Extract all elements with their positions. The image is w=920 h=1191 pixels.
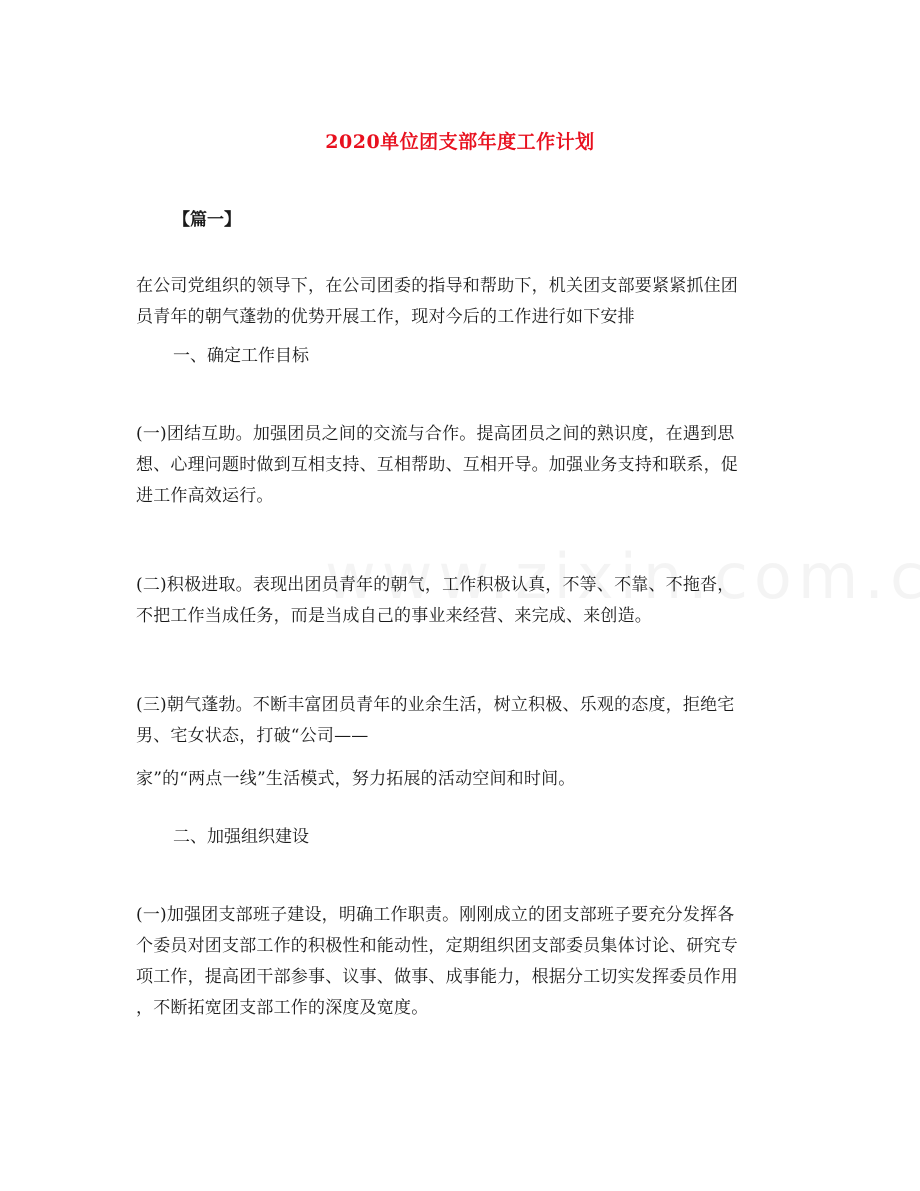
- heading-organization: 二、加强组织建设: [173, 827, 309, 847]
- paragraph-line: 男、宅女状态，打破“公司——: [136, 726, 369, 746]
- paragraph-unity: [136, 419, 786, 512]
- paragraph-team-building: [136, 900, 786, 1024]
- paragraph-line: (三)朝气蓬勃。不断丰富团员青年的业余生活，树立积极、乐观的态度，拒绝宅: [136, 695, 735, 715]
- document-title: 2020单位团支部年度工作计划: [325, 131, 595, 153]
- paragraph-line: 个委员对团支部工作的积极性和能动性，定期组织团支部委员集体讨论、研究专: [136, 936, 738, 956]
- intro-paragraph: [136, 271, 786, 333]
- paragraph-line: 在公司党组织的领导下，在公司团委的指导和帮助下，机关团支部要紧紧抓住团: [136, 276, 738, 296]
- paragraph-line: (二)积极进取。表现出团员青年的朝气，工作积极认真，不等、不靠、不拖沓，: [136, 575, 735, 595]
- paragraph-line: (一)加强团支部班子建设，明确工作职责。刚刚成立的团支部班子要充分发挥各: [136, 905, 735, 925]
- paragraph-line: 进工作高效运行。: [136, 486, 274, 506]
- paragraph-line: (一)团结互助。加强团员之间的交流与合作。提高团员之间的熟识度，在遇到思: [136, 424, 735, 444]
- paragraph-vitality: [136, 690, 786, 795]
- heading-goals: 一、确定工作目标: [173, 346, 309, 366]
- paragraph-line: 员青年的朝气蓬勃的优势开展工作，现对今后的工作进行如下安排: [136, 307, 635, 327]
- paragraph-line: 不把工作当成任务，而是当成自己的事业来经营、来完成、来创造。: [136, 606, 652, 626]
- paragraph-progress: [136, 570, 786, 632]
- paragraph-line: ，不断拓宽团支部工作的深度及宽度。: [136, 998, 429, 1018]
- paragraph-line: 家”的“两点一线”生活模式，努力拓展的活动空间和时间。: [136, 769, 576, 789]
- paragraph-line: 项工作，提高团干部参事、议事、做事、成事能力，根据分工切实发挥委员作用: [136, 967, 738, 987]
- paragraph-line: 想、心理问题时做到互相支持、互相帮助、互相开导。加强业务支持和联系，促: [136, 455, 738, 475]
- section-label: 【篇一】: [173, 210, 241, 230]
